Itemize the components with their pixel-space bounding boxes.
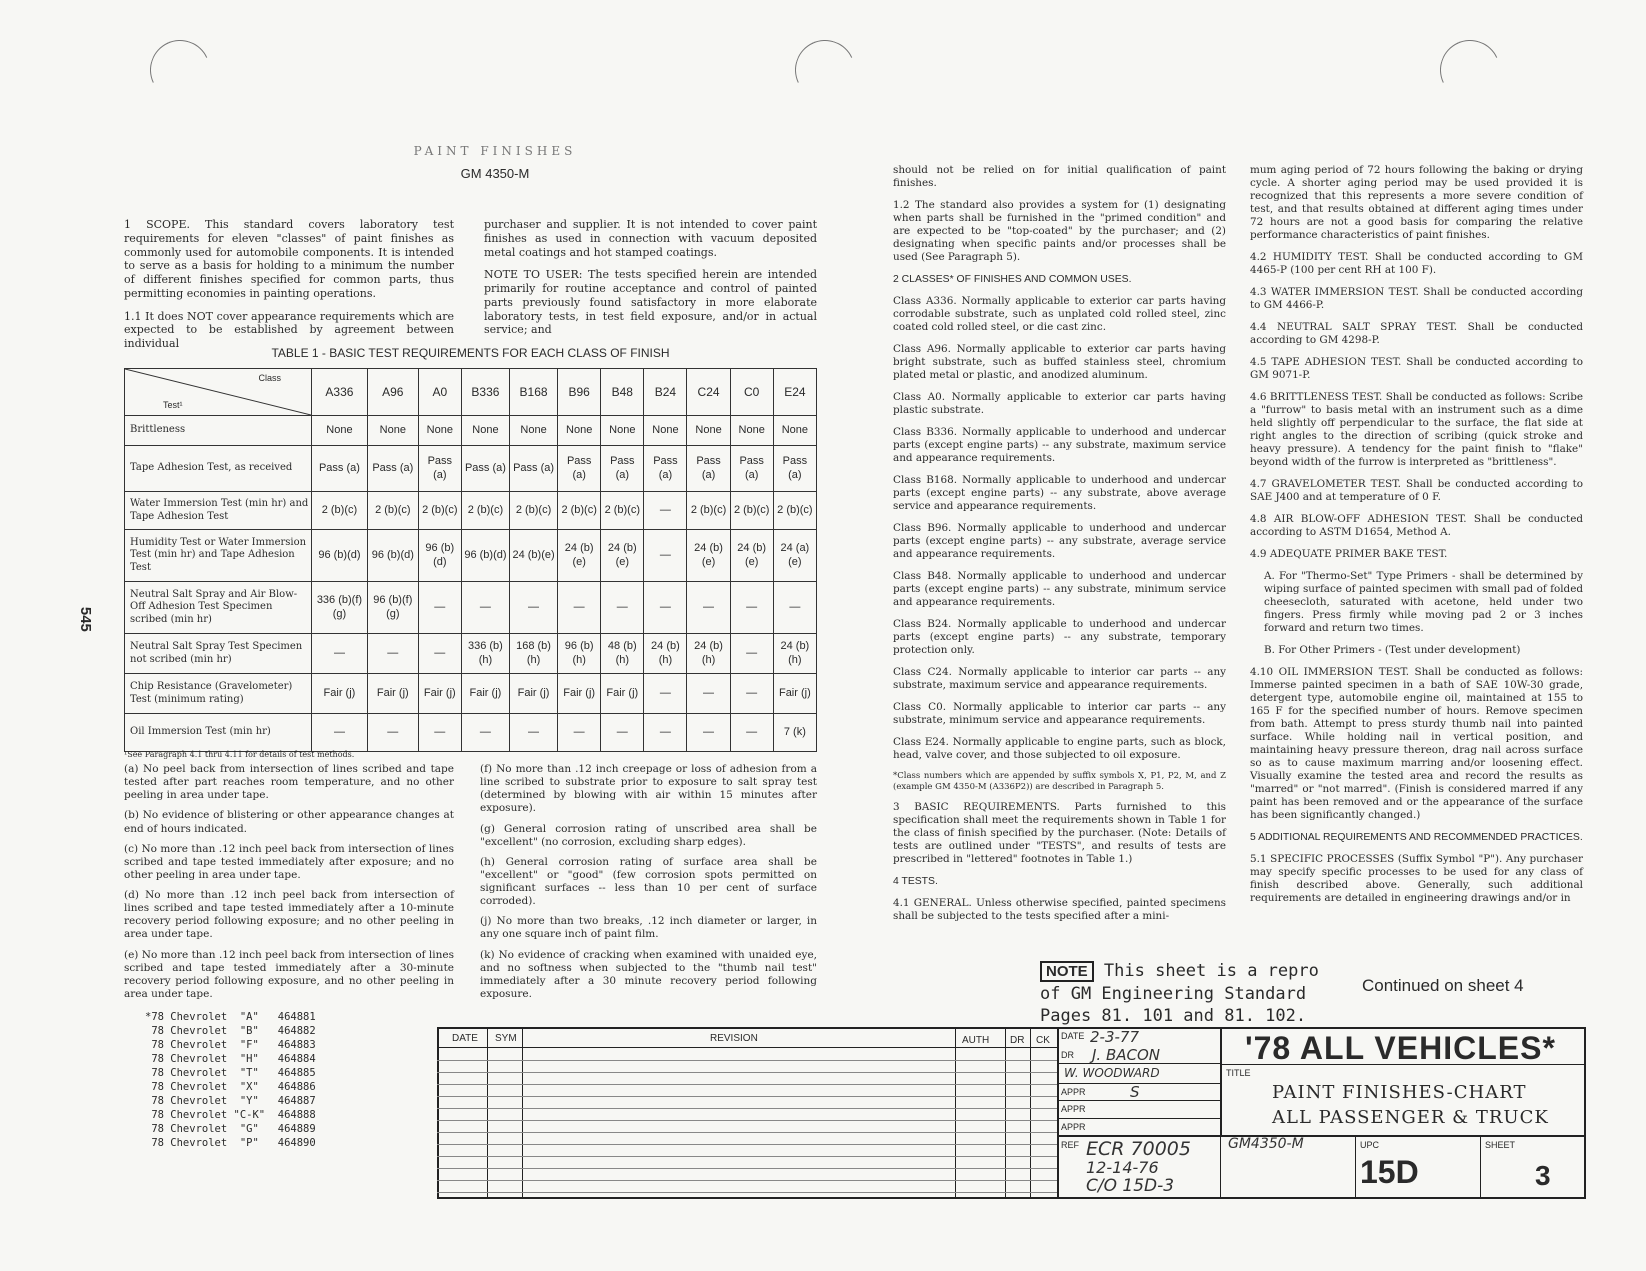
table-cell: Pass (a)	[773, 446, 816, 492]
table-cell: 24 (b)(e)	[687, 530, 730, 582]
table-cell: 2 (b)(c)	[461, 492, 509, 530]
table-cell: Pass (a)	[418, 446, 461, 492]
test-paragraph: 4.2 HUMIDITY TEST. Shall be conducted according to GM 4465-P (100 per cent RH at 100 F).	[1250, 251, 1583, 276]
table-cell: 24 (b)(h)	[687, 634, 730, 674]
table-cell: 24 (b)(e)	[509, 530, 557, 582]
appr-label: APPR	[1061, 1087, 1086, 1097]
table-cell: None	[418, 416, 461, 446]
table-cell: 2 (b)(c)	[687, 492, 730, 530]
column-header: C24	[687, 369, 730, 416]
scope-continued-paragraph: purchaser and supplier. It is not intended to cover paint finishes as used in connection with vacuum deposited metal coatings and hot stamped coatings.	[484, 218, 817, 259]
upc-value: 15D	[1360, 1154, 1419, 1190]
table-cell: None	[312, 416, 368, 446]
class-paragraph: Class B96. Normally applicable to underhood and undercar parts (except engine parts) -- any substrate, average service and appearance requirements.	[893, 522, 1226, 560]
note-c: (c) No more than .12 inch peel back from intersection of lines scribed and tape tested immediately after exposure; and no other peeling in area under tape.	[124, 842, 454, 881]
scope-paragraph: 1 SCOPE. This standard covers laboratory test requirements for eleven "classes" of paint finishes as commonly used for automobile components. It is intended to serve as a basis for holding to a minimum the number of different finishes specified for common parts, thus permitting economies in painting operations.	[124, 218, 454, 300]
table-cell: 2 (b)(c)	[601, 492, 644, 530]
table-cell: 96 (b)(d)	[312, 530, 368, 582]
table-cell: 96 (b)(f)(g)	[367, 582, 418, 634]
table-cell: None	[644, 416, 687, 446]
table-cell: —	[461, 582, 509, 634]
table-cell: Fair (j)	[367, 674, 418, 714]
table-row	[125, 492, 817, 530]
table-header-row	[125, 369, 817, 416]
test-paragraph: A. For "Thermo-Set" Type Primers - shall be determined by wiping surface of painted specimen with small pad of folded cheesecloth, saturated with acetone, held under two fingers. Press firmly while moving pad 2 or 3 inches forward and return two times.	[1264, 570, 1583, 634]
column-header: A0	[418, 369, 461, 416]
table-cell: 96 (b)(h)	[558, 634, 601, 674]
rev-header-ck: CK	[1036, 1035, 1050, 1046]
ref-change-order: C/O 15D-3	[1086, 1176, 1175, 1196]
note-a: (a) No peel back from intersection of lines scribed and tape tested after part reaches room temperature, and no other peeling in area under tape.	[124, 763, 454, 802]
section-heading: 2 CLASSES* OF FINISHES AND COMMON USES.	[893, 274, 1132, 285]
table-row	[125, 634, 817, 674]
table-cell: 7 (k)	[773, 714, 816, 752]
note-j: (j) No more than two breaks, .12 inch diameter or larger, in any one square inch of paint film.	[480, 915, 817, 941]
table-cell: 168 (b)(h)	[509, 634, 557, 674]
drawing-title	[1272, 1080, 1549, 1130]
column-header: B96	[558, 369, 601, 416]
table-row	[125, 582, 817, 634]
table-row	[125, 446, 817, 492]
table-cell: None	[773, 416, 816, 446]
table-cell: Pass (a)	[601, 446, 644, 492]
table-cell: —	[367, 634, 418, 674]
table-cell: —	[601, 714, 644, 752]
title-label: TITLE	[1226, 1068, 1251, 1078]
text-paragraph: mum aging period of 72 hours following the baking or drying cycle. A shorter aging period may be used provided it is recognized that this represents a more severe condition of test, and that results obtained at different aging times under 72 hours are not a good basis for comparing the relative performance characteristics of paint finishes.	[1250, 164, 1583, 241]
tests-column	[1250, 164, 1583, 914]
list-item: 78 Chevrolet "C-K" 464888	[145, 1109, 316, 1121]
table-cell: —	[730, 634, 773, 674]
scope-continued-column	[484, 218, 817, 346]
table-cell: —	[558, 582, 601, 634]
rev-header-date: DATE	[452, 1033, 478, 1044]
punch-hole-center	[787, 32, 864, 109]
table-cell: None	[601, 416, 644, 446]
row-test-name: Chip Resistance (Gravelometer) Test (minimum rating)	[125, 674, 312, 714]
note-line-2: of GM Engineering Standard	[1040, 984, 1307, 1004]
punch-hole-right	[1432, 32, 1509, 109]
column-header: A96	[367, 369, 418, 416]
appr-label: APPR	[1061, 1104, 1086, 1114]
list-item: 78 Chevrolet "P" 464890	[145, 1137, 316, 1149]
punch-hole-left	[142, 32, 219, 109]
row-test-name: Neutral Salt Spray and Air Blow-Off Adhesion Test Specimen scribed (min hr)	[125, 582, 312, 634]
class-paragraph: Class B168. Normally applicable to underhood and undercar parts (except engine parts) -- any substrate, above average service and appearance requirements.	[893, 474, 1226, 512]
rev-header-auth: AUTH	[962, 1035, 990, 1046]
table-cell: 336 (b)(f)(g)	[312, 582, 368, 634]
sheet-label: SHEET	[1485, 1140, 1516, 1150]
table-cell: 96 (b)(d)	[367, 530, 418, 582]
vehicle-title: '78 ALL VEHICLES*	[1245, 1030, 1556, 1066]
table-cell: Fair (j)	[461, 674, 509, 714]
class-paragraph: Class E24. Normally applicable to engine parts, such as block, head, valve cover, and those subjected to oil exposure.	[893, 736, 1226, 761]
rev-header-dr: DR	[1010, 1035, 1025, 1046]
table-cell: 24 (b)(e)	[730, 530, 773, 582]
text-paragraph: 4.1 GENERAL. Unless otherwise specified, painted specimens shall be subjected to the tests specified after a mini-	[893, 897, 1226, 923]
table-cell: Pass (a)	[687, 446, 730, 492]
table-cell: Fair (j)	[773, 674, 816, 714]
table-cell: —	[509, 582, 557, 634]
note-g: (g) General corrosion rating of unscribed area shall be "excellent" (no corrosion, excluding sharp edges).	[480, 822, 817, 848]
table-cell: None	[687, 416, 730, 446]
ref-label: REF	[1061, 1140, 1079, 1150]
table-cell: 2 (b)(c)	[367, 492, 418, 530]
table-cell: —	[644, 714, 687, 752]
table-cell: 96 (b)(d)	[418, 530, 461, 582]
test-paragraph: 4.4 NEUTRAL SALT SPRAY TEST. Shall be conducted according to GM 4298-P.	[1250, 321, 1583, 346]
list-item: 78 Chevrolet "T" 464885	[145, 1067, 316, 1079]
table-cell: —	[730, 714, 773, 752]
table-cell: 96 (b)(d)	[461, 530, 509, 582]
row-test-name: Neutral Salt Spray Test Specimen not scribed (min hr)	[125, 634, 312, 674]
column-header: A336	[312, 369, 368, 416]
class-paragraph: Class B48. Normally applicable to underhood and undercar parts (except engine parts) -- any substrate, minimum service and appearance requirements.	[893, 570, 1226, 608]
sheet-value: 3	[1535, 1160, 1551, 1191]
column-header: B24	[644, 369, 687, 416]
table-cell: 24 (b)(e)	[601, 530, 644, 582]
table-cell: 2 (b)(c)	[312, 492, 368, 530]
table-cell: —	[367, 714, 418, 752]
table-cell: —	[418, 714, 461, 752]
rev-header-revision: REVISION	[710, 1033, 758, 1044]
table-cell: —	[730, 582, 773, 634]
dr-label: DR	[1061, 1050, 1074, 1060]
header-title: PAINT FINISHES	[413, 144, 577, 158]
note-e: (e) No more than .12 inch peel back from intersection of lines scribed and tape tested immediately after a 30-minute recovery period following exposure, and no other peeling in area under tape.	[124, 948, 454, 1000]
table-cell: 24 (a)(e)	[773, 530, 816, 582]
table-cell: —	[644, 582, 687, 634]
basic-test-table	[124, 368, 817, 752]
table-notes-left	[124, 763, 454, 1008]
table-cell: —	[687, 714, 730, 752]
list-item: 78 Chevrolet "G" 464889	[145, 1123, 316, 1135]
table-cell: —	[644, 674, 687, 714]
test-paragraph: 4.10 OIL IMMERSION TEST. Shall be conducted as follows: Immerse painted specimen in a bath of SAE 10W-30 grade, detergent type, automobile engine oil, maintained at 155 to 165 F for the specified number of hours. Remove specimen from bath. Attempt to press sturdy thumb nail into painted surface. While holding nail in vertical position, and maintaining heavy pressure thereon, drag nail across surface so as to cause maximum marring and/or loosening effect. Visually examine the tested area and record the results as "marred" or "not marred". (Finish is considered marred if any paint has been removed and or the appearance of the surface has been significantly changed.)	[1250, 666, 1583, 821]
list-item: *78 Chevrolet "A" 464881	[145, 1011, 316, 1023]
table-cell: —	[687, 582, 730, 634]
table-cell: 24 (b)(e)	[558, 530, 601, 582]
part-number: GM4350-M	[1228, 1136, 1304, 1152]
table-cell: None	[367, 416, 418, 446]
table-cell: Pass (a)	[558, 446, 601, 492]
table-cell: Pass (a)	[509, 446, 557, 492]
class-paragraph: Class B336. Normally applicable to underhood and undercar parts (except engine parts) -- any substrate, maximum service and appearance requirements.	[893, 426, 1226, 464]
section-paragraph: 3 BASIC REQUIREMENTS. Parts furnished to this specification shall meet the requirements shown in Table 1 for the class of finish specified by the purchaser. (Note: Details of tests are outlined under "TESTS", and results of tests are prescribed in "lettered" footnotes in Table 1.)	[893, 801, 1226, 866]
list-item: 78 Chevrolet "H" 464884	[145, 1053, 316, 1065]
table-cell: —	[644, 492, 687, 530]
column-header: E24	[773, 369, 816, 416]
table-cell: Fair (j)	[601, 674, 644, 714]
table-cell: Pass (a)	[461, 446, 509, 492]
table-cell: 2 (b)(c)	[509, 492, 557, 530]
column-header: B48	[601, 369, 644, 416]
table-cell: 2 (b)(c)	[773, 492, 816, 530]
class-paragraph: Class B24. Normally applicable to underhood and undercar parts (except engine parts) -- any substrate, temporary protection only.	[893, 618, 1226, 656]
continued-note: Continued on sheet 4	[1362, 976, 1524, 995]
table-corner-cell	[125, 369, 312, 416]
dr-value: J. BACON	[1092, 1046, 1161, 1064]
table-cell: None	[558, 416, 601, 446]
table-cell: —	[418, 582, 461, 634]
test-paragraph: B. For Other Primers - (Test under development)	[1264, 644, 1521, 656]
appr-label: APPR	[1061, 1122, 1086, 1132]
classes-column	[893, 164, 1226, 932]
column-header: C0	[730, 369, 773, 416]
note-h: (h) General corrosion rating of surface area shall be "excellent" or "good" (few corrosion spots permitted on significant surfaces -- less than 10 per cent of surface corroded).	[480, 855, 817, 908]
table-cell: Pass (a)	[730, 446, 773, 492]
corner-class-label: Class	[258, 373, 281, 383]
class-footnote: *Class numbers which are appended by suffix symbols X, P1, P2, M, and Z (example GM 4350-M (A336P2)) are described in Paragraph 5.	[893, 771, 1226, 792]
table-cell: —	[558, 714, 601, 752]
list-item: 78 Chevrolet "F" 464883	[145, 1039, 316, 1051]
class-paragraph: Class A96. Normally applicable to exterior car parts having bright substrate, such as buffed stainless steel, chromium plated metal or plastic, and anodized aluminum.	[893, 343, 1226, 381]
row-test-name: Humidity Test or Water Immersion Test (min hr) and Tape Adhesion Test	[125, 530, 312, 582]
class-paragraph: Class C24. Normally applicable to interior car parts -- any substrate, maximum service and appearance requirements.	[893, 666, 1226, 691]
ck-value: W. WOODWARD	[1064, 1066, 1160, 1080]
test-paragraph: 4.6 BRITTLENESS TEST. Shall be conducted as follows: Scribe a "furrow" to basis metal with an instrument such as a dime held slightly off perpendicular to the surface, the flat side at right angles to the direction of scribing (quick stroke and heavy pressure). A tendency for the paint finish to "flake" beyond width of the furrow is interpreted as "brittleness".	[1250, 391, 1583, 468]
table-row	[125, 714, 817, 752]
row-test-name: Tape Adhesion Test, as received	[125, 446, 312, 492]
chevrolet-list	[145, 1010, 316, 1150]
table-title: TABLE 1 - BASIC TEST REQUIREMENTS FOR EACH CLASS OF FINISH	[271, 346, 670, 360]
table-notes-right	[480, 763, 817, 1008]
table-row	[125, 674, 817, 714]
date-value: 2-3-77	[1090, 1028, 1139, 1046]
text-paragraph: 5.1 SPECIFIC PROCESSES (Suffix Symbol "P"). Any purchaser may specify specific processes to be used for any class of finish described above. Generally, such additional requirements are detailed in engineering drawings and/or in	[1250, 853, 1583, 904]
row-test-name: Water Immersion Test (min hr) and Tape Adhesion Test	[125, 492, 312, 530]
upc-label: UPC	[1360, 1140, 1380, 1150]
table-cell: —	[312, 634, 368, 674]
table-cell: None	[509, 416, 557, 446]
note-to-user-paragraph: NOTE TO USER: The tests specified herein are intended primarily for routine acceptance and control of painted parts previously found satisfactory in more elaborate laboratory tests, in test field exposure, and/or in actual service; and	[484, 268, 817, 337]
note-line-1: This sheet is a repro	[1103, 961, 1319, 981]
list-item: 78 Chevrolet "X" 464886	[145, 1081, 316, 1093]
table-cell: None	[461, 416, 509, 446]
class-paragraph: Class A0. Normally applicable to exterior car parts having plastic substrate.	[893, 391, 1226, 416]
scope-column	[124, 218, 454, 360]
test-paragraph: 4.5 TAPE ADHESION TEST. Shall be conducted according to GM 9071-P.	[1250, 356, 1583, 381]
table-cell: Pass (a)	[644, 446, 687, 492]
section-heading: 5 ADDITIONAL REQUIREMENTS AND RECOMMENDED PRACTICES.	[1250, 832, 1583, 843]
list-item: 78 Chevrolet "Y" 464887	[145, 1095, 316, 1107]
table-cell: —	[644, 530, 687, 582]
rev-header-sym: SYM	[495, 1033, 517, 1044]
corner-test-label: Test¹	[163, 399, 183, 410]
table-cell: —	[773, 582, 816, 634]
table-cell: Fair (j)	[558, 674, 601, 714]
table-cell: 24 (b)(h)	[644, 634, 687, 674]
row-test-name: Brittleness	[125, 416, 312, 446]
table-cell: 24 (b)(h)	[773, 634, 816, 674]
test-paragraph: 4.9 ADEQUATE PRIMER BAKE TEST.	[1250, 548, 1448, 560]
list-item: 78 Chevrolet "B" 464882	[145, 1025, 316, 1037]
table-footnote: ¹See Paragraph 4.1 thru 4.11 for details of test methods.	[124, 750, 355, 759]
table-cell: —	[601, 582, 644, 634]
text-paragraph: 1.2 The standard also provides a system for (1) designating when parts shall be furnished in the "primed condition" and are expected to be "top-coated" by the purchaser; and (2) designating when specific paints and/or processes shall be used (See Paragraph 5).	[893, 199, 1226, 263]
table-row	[125, 416, 817, 446]
table-cell: Pass (a)	[312, 446, 368, 492]
class-paragraph: Class C0. Normally applicable to interior car parts -- any substrate, minimum service and appearance requirements.	[893, 701, 1226, 726]
ref-value: ECR 70005	[1086, 1138, 1191, 1160]
table-cell: Pass (a)	[367, 446, 418, 492]
class-paragraph: Class A336. Normally applicable to exterior car parts having corrodable substrate, such as unplated cold rolled steel, zinc coated cold rolled steel, or die cast zinc.	[893, 295, 1226, 333]
table-cell: —	[509, 714, 557, 752]
title-line-1: PAINT FINISHES-CHART	[1272, 1082, 1527, 1103]
table-cell: Fair (j)	[312, 674, 368, 714]
table-cell: 48 (b)(h)	[601, 634, 644, 674]
column-header: B168	[509, 369, 557, 416]
table-cell: —	[418, 634, 461, 674]
note-line-3: Pages 81. 101 and 81. 102.	[1040, 1006, 1307, 1026]
table-cell: 336 (b)(h)	[461, 634, 509, 674]
note-k: (k) No evidence of cracking when examined with unaided eye, and no softness when subjected to the "thumb nail test" immediately after a 30 minute recovery period following exposure.	[480, 948, 817, 1000]
note-label: NOTE	[1040, 961, 1094, 982]
test-paragraph: 4.3 WATER IMMERSION TEST. Shall be conducted according to GM 4466-P.	[1250, 286, 1583, 311]
test-paragraph: 4.7 GRAVELOMETER TEST. Shall be conducted according to SAE J400 and at temperature of 0 F.	[1250, 478, 1583, 503]
date-label: DATE	[1061, 1031, 1085, 1041]
header-standard: GM 4350-M	[460, 166, 530, 181]
table-cell: —	[461, 714, 509, 752]
repro-note	[1040, 960, 1319, 1027]
column-header: B336	[461, 369, 509, 416]
note-b: (b) No evidence of blistering or other appearance changes at end of hours indicated.	[124, 809, 454, 835]
table-cell: —	[687, 674, 730, 714]
text-paragraph: should not be relied on for initial qualification of paint finishes.	[893, 164, 1226, 189]
ref-date: 12-14-76	[1086, 1158, 1159, 1177]
table-cell: —	[730, 674, 773, 714]
note-f: (f) No more than .12 inch creepage or loss of adhesion from a line scribed to substrate prior to exposure to salt spray test (determined by blowing with air within 15 minutes after exposure).	[480, 763, 817, 815]
table-row	[125, 530, 817, 582]
table-cell: 2 (b)(c)	[418, 492, 461, 530]
section-heading: 4 TESTS.	[893, 876, 938, 888]
table-cell: 2 (b)(c)	[558, 492, 601, 530]
scope-1-1-paragraph: 1.1 It does NOT cover appearance requirements which are expected to be established by agreement between individual	[124, 309, 454, 350]
table-cell: None	[730, 416, 773, 446]
row-test-name: Oil Immersion Test (min hr)	[125, 714, 312, 752]
appr-value: S	[1130, 1083, 1140, 1101]
table-cell: Fair (j)	[509, 674, 557, 714]
table-cell: —	[312, 714, 368, 752]
page-number: 545	[76, 606, 94, 632]
test-paragraph: 4.8 AIR BLOW-OFF ADHESION TEST. Shall be conducted according to ASTM D1654, Method A.	[1250, 513, 1583, 538]
table-cell: Fair (j)	[418, 674, 461, 714]
table-cell: 2 (b)(c)	[730, 492, 773, 530]
title-line-2: ALL PASSENGER & TRUCK	[1272, 1107, 1549, 1128]
note-d: (d) No more than .12 inch peel back from intersection of lines scribed and tape tested immediately after a 10-minute recovery period following exposure; and no other peeling in area under tape.	[124, 889, 454, 941]
